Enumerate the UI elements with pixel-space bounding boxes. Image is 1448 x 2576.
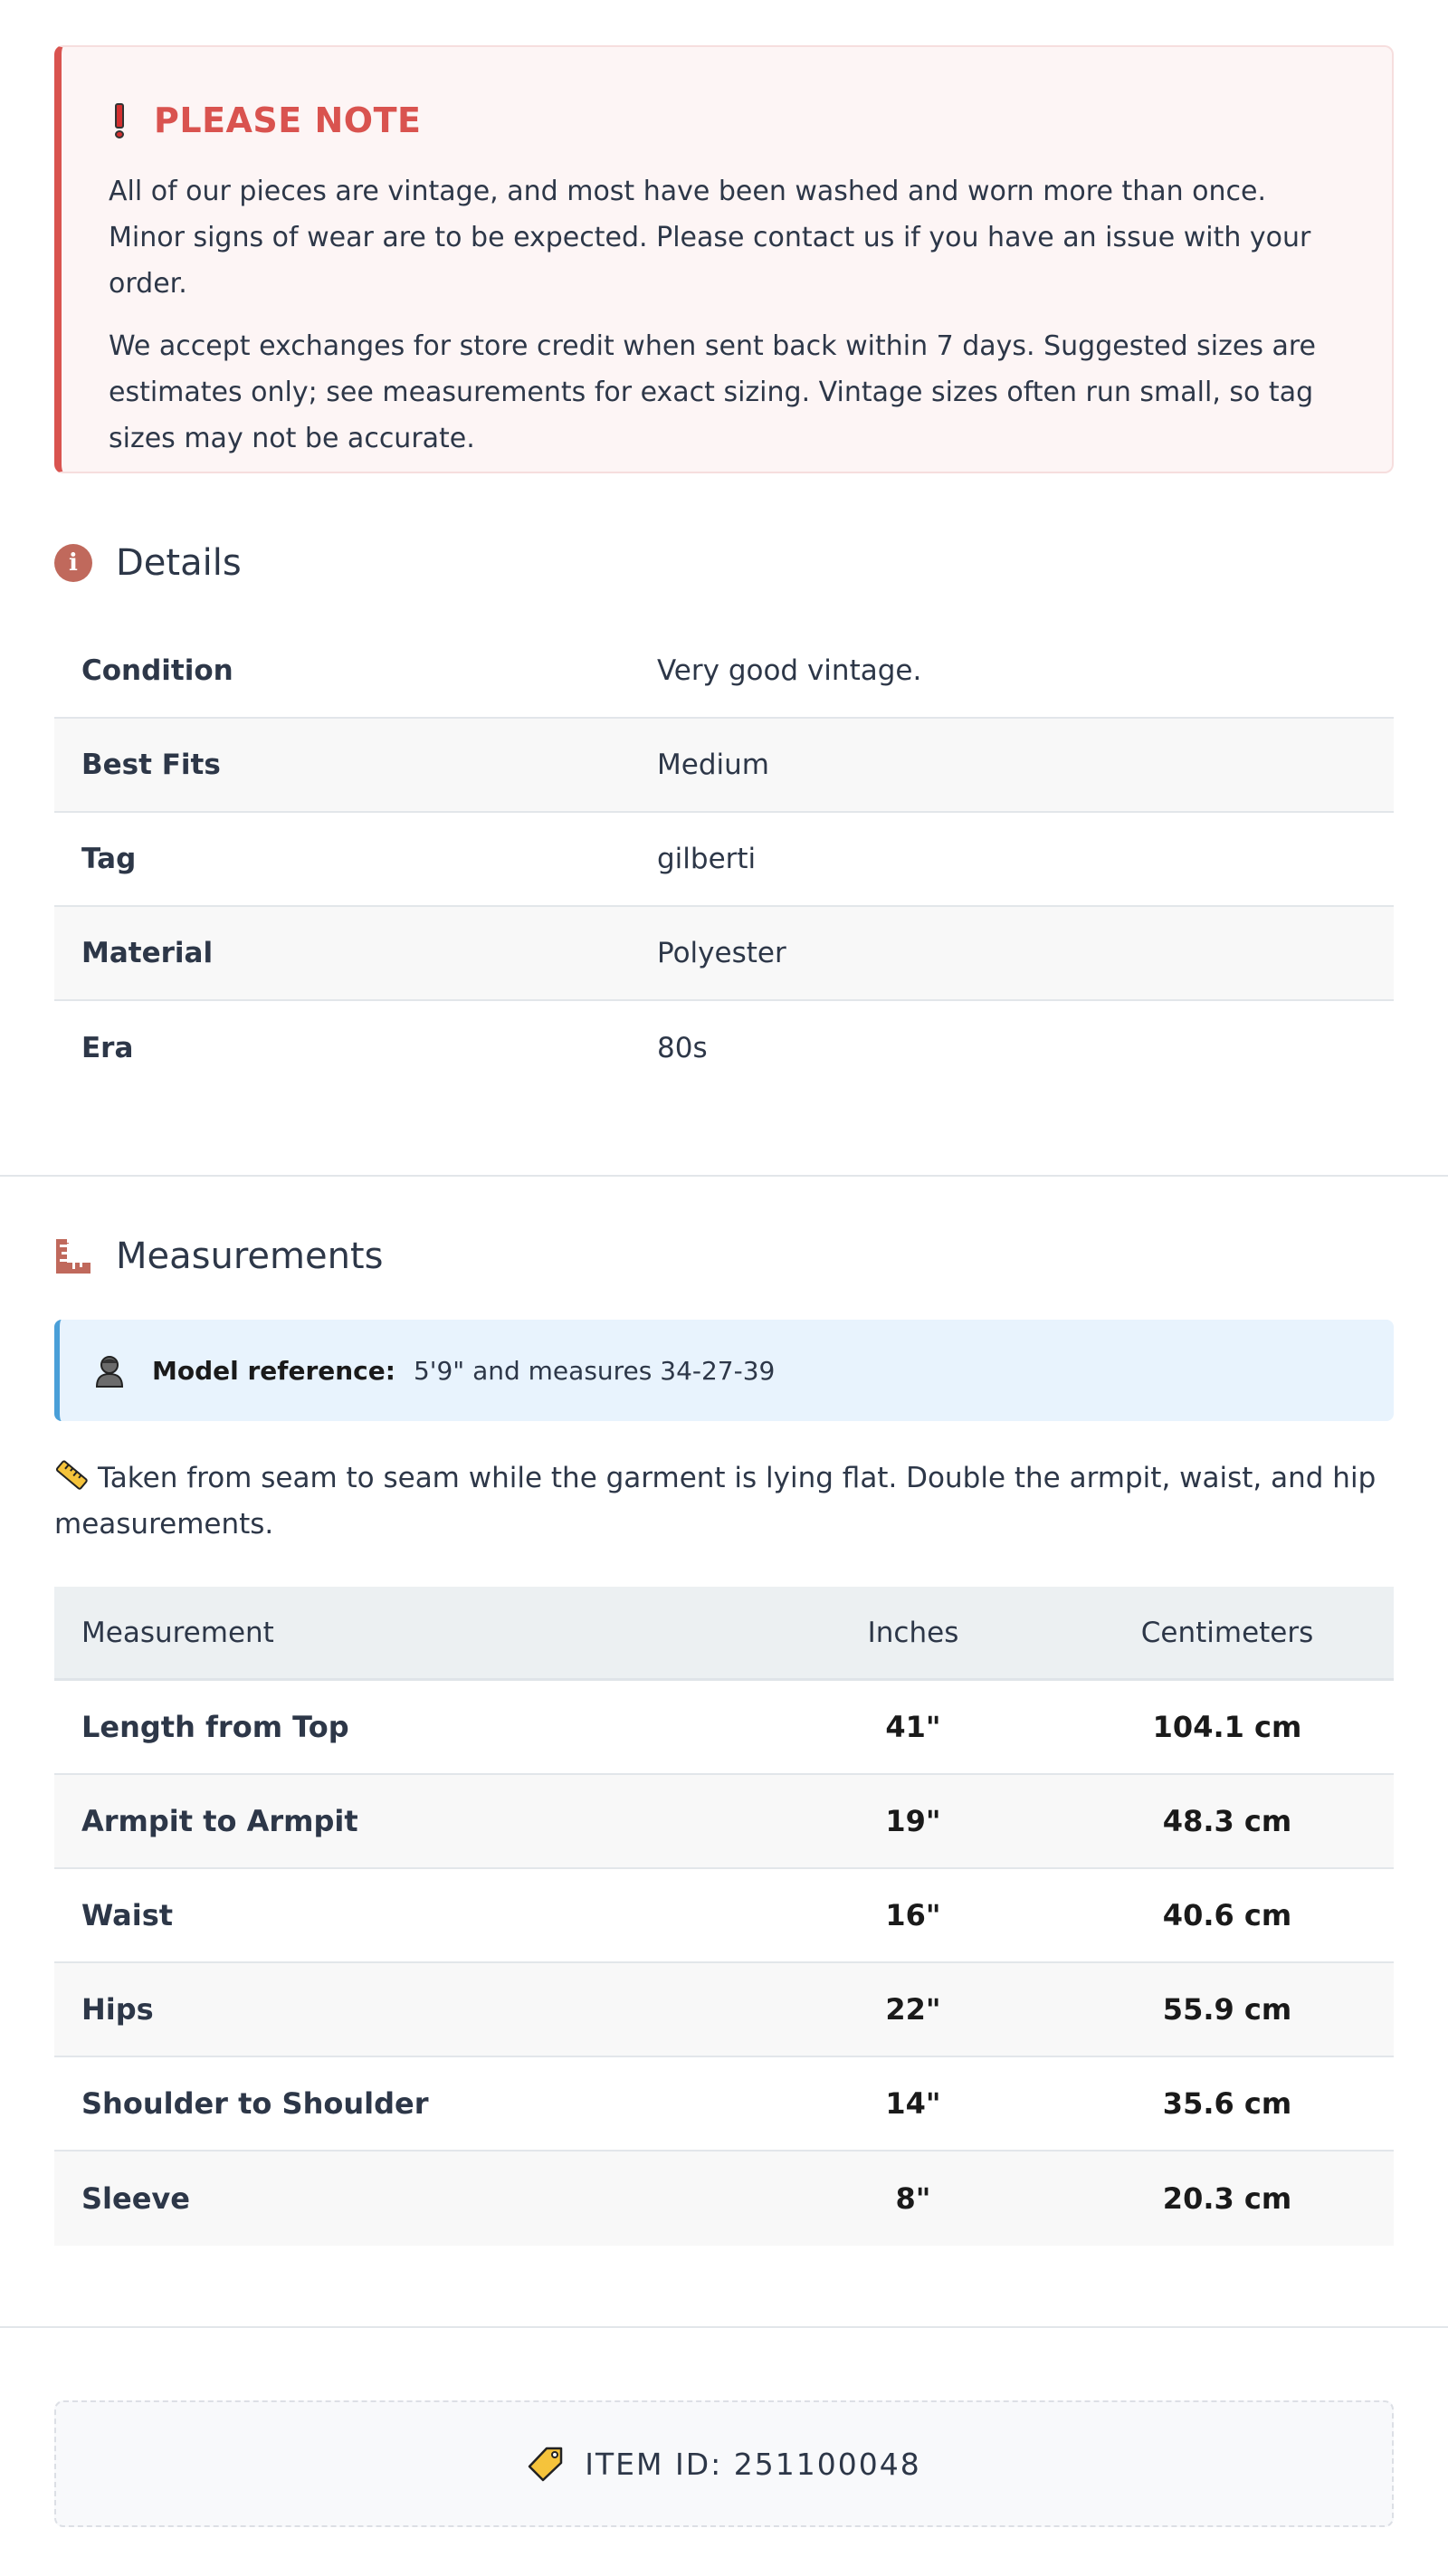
measurement-name: Armpit to Armpit bbox=[81, 1804, 358, 1838]
details-title: Details bbox=[116, 542, 242, 584]
measurement-inches: 41" bbox=[885, 1710, 941, 1744]
measurement-inches: 8" bbox=[895, 2181, 931, 2216]
details-value: 80s bbox=[657, 1032, 708, 1064]
notice-paragraph: We accept exchanges for store credit when sent back within 7 days. Suggested sizes are estimates only; see measurements for exact sizing. Vintage sizes often run small, so tag sizes may not be accurate. bbox=[109, 330, 1317, 454]
details-label: Era bbox=[81, 1032, 134, 1064]
notice-box bbox=[54, 45, 1394, 473]
details-header bbox=[54, 536, 1394, 590]
details-label: Condition bbox=[81, 654, 233, 687]
model-reference-label: Model reference: bbox=[152, 1355, 395, 1386]
ruler-icon bbox=[54, 1237, 92, 1275]
table-row bbox=[54, 1869, 1394, 1963]
measurement-inches: 19" bbox=[885, 1804, 941, 1838]
item-id: ITEM ID: 251100048 bbox=[585, 2446, 921, 2482]
measurement-cm: 40.6 cm bbox=[1162, 1898, 1292, 1932]
details-value: Polyester bbox=[657, 937, 786, 969]
measurement-note-text: Taken from seam to seam while the garment is lying flat. Double the armpit, waist, and hip measurements. bbox=[54, 1462, 1377, 1541]
table-row bbox=[54, 1963, 1394, 2057]
details-value: gilberti bbox=[657, 843, 757, 875]
details-row bbox=[54, 907, 1394, 1001]
tag-icon bbox=[527, 2445, 565, 2483]
measurement-cm: 35.6 cm bbox=[1162, 2086, 1292, 2121]
details-table bbox=[54, 625, 1394, 1095]
notice-title: PLEASE NOTE bbox=[154, 100, 422, 140]
exclamation-icon bbox=[114, 103, 125, 138]
details-label: Best Fits bbox=[81, 749, 221, 781]
column-header: Inches bbox=[867, 1616, 959, 1649]
details-row bbox=[54, 813, 1394, 907]
details-value: Medium bbox=[657, 749, 769, 781]
measurement-cm: 20.3 cm bbox=[1162, 2181, 1292, 2216]
model-reference-box bbox=[54, 1320, 1394, 1421]
person-icon bbox=[92, 1353, 127, 1388]
info-icon: i bbox=[54, 544, 92, 582]
details-row bbox=[54, 1001, 1394, 1095]
measurement-name: Sleeve bbox=[81, 2181, 190, 2216]
measurement-cm: 55.9 cm bbox=[1162, 1992, 1292, 2027]
measurement-name: Waist bbox=[81, 1898, 174, 1932]
model-reference-value: 5'9" and measures 34-27-39 bbox=[413, 1355, 776, 1386]
details-value: Very good vintage. bbox=[657, 654, 922, 687]
column-header: Measurement bbox=[81, 1616, 274, 1649]
notice-paragraph: All of our pieces are vintage, and most have been washed and worn more than once. Minor signs of wear are to be expected. Please contact us if you have an issue with your order. bbox=[109, 176, 1311, 300]
measurement-name: Length from Top bbox=[81, 1710, 349, 1744]
measurements-header bbox=[54, 1229, 1394, 1283]
table-row bbox=[54, 2151, 1394, 2246]
details-row bbox=[54, 719, 1394, 813]
details-row bbox=[54, 625, 1394, 719]
measurement-note bbox=[54, 1455, 1394, 1548]
measurement-inches: 22" bbox=[885, 1992, 941, 2027]
table-header-row bbox=[54, 1587, 1394, 1681]
details-label: Material bbox=[81, 937, 214, 969]
section-divider bbox=[0, 1175, 1448, 1177]
pencil-ruler-icon bbox=[54, 1458, 89, 1493]
section-divider bbox=[0, 2326, 1448, 2328]
details-label: Tag bbox=[81, 843, 137, 875]
measurement-cm: 104.1 cm bbox=[1152, 1710, 1302, 1744]
measurement-inches: 16" bbox=[885, 1898, 941, 1932]
measurement-cm: 48.3 cm bbox=[1162, 1804, 1292, 1838]
measurements-table bbox=[54, 1587, 1394, 2246]
column-header: Centimeters bbox=[1140, 1616, 1314, 1649]
measurement-name: Shoulder to Shoulder bbox=[81, 2086, 429, 2121]
measurements-title: Measurements bbox=[116, 1236, 384, 1277]
item-id-box bbox=[54, 2400, 1394, 2527]
measurement-name: Hips bbox=[81, 1992, 154, 2027]
table-row bbox=[54, 1681, 1394, 1775]
table-row bbox=[54, 1775, 1394, 1869]
measurement-inches: 14" bbox=[885, 2086, 941, 2121]
table-row bbox=[54, 2057, 1394, 2151]
notice-header bbox=[109, 98, 1347, 143]
